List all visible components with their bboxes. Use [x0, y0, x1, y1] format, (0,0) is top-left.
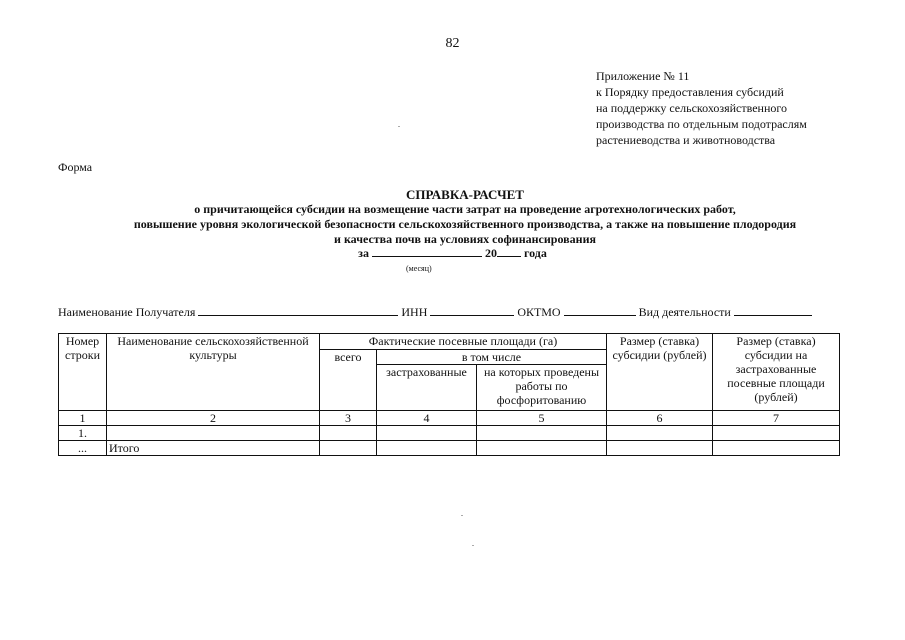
recipient-line — [58, 305, 812, 320]
title-line: о причитающейся субсидии на возмещение части затрат на проведение агротехнологических работ, — [194, 202, 736, 216]
year-prefix: 20 — [484, 246, 497, 260]
table-row — [59, 426, 840, 441]
row-number: ... — [59, 441, 107, 456]
column-number: 1 — [59, 411, 107, 426]
recipient-name-label: Наименование Получателя — [58, 305, 196, 319]
page-number: 82 — [445, 36, 460, 51]
calculation-table — [58, 333, 840, 456]
header-crop-name: Наименование сельскохозяйственной культуры — [107, 334, 320, 411]
row-cell[interactable] — [713, 426, 840, 441]
column-number: 7 — [713, 411, 840, 426]
header-total: всего — [320, 350, 377, 411]
activity-label: Вид деятельности — [638, 305, 731, 319]
year-field[interactable] — [497, 246, 521, 257]
title-line: и качества почв на условиях софинансирования — [334, 232, 596, 246]
row-cell[interactable] — [377, 441, 477, 456]
scan-speck — [398, 126, 400, 127]
period-suffix: года — [523, 246, 547, 260]
title-main: СПРАВКА-РАСЧЕТ — [406, 187, 524, 202]
inn-label: ИНН — [401, 305, 428, 319]
column-number: 3 — [320, 411, 377, 426]
row-cell[interactable] — [607, 441, 713, 456]
document-title — [40, 187, 890, 247]
header-row-number: Номер строки — [59, 334, 107, 411]
row-cell[interactable] — [477, 426, 607, 441]
activity-field[interactable] — [734, 305, 812, 316]
header-phosphorite: на которых проведены работы по фосфоритованию — [477, 365, 607, 411]
column-number: 5 — [477, 411, 607, 426]
header-including: в том числе — [377, 350, 607, 365]
scan-speck — [472, 545, 474, 546]
month-field[interactable] — [372, 246, 482, 257]
row-cell[interactable] — [607, 426, 713, 441]
oktmo-label: ОКТМО — [517, 305, 561, 319]
row-crop-name[interactable] — [107, 426, 320, 441]
recipient-name-field[interactable] — [198, 305, 398, 316]
row-cell[interactable] — [477, 441, 607, 456]
table-row-total — [59, 441, 840, 456]
period-line — [0, 246, 905, 261]
appendix-line: Приложение № 11 — [596, 69, 690, 83]
column-number-row — [59, 411, 840, 426]
period-prefix: за — [358, 246, 369, 260]
header-subsidy-rate: Размер (ставка) субсидии (рублей) — [607, 334, 713, 411]
column-number: 2 — [107, 411, 320, 426]
header-actual-area: Фактические посевные площади (га) — [320, 334, 607, 350]
appendix-line: на поддержку сельскохозяйственного — [596, 101, 788, 115]
appendix-line: к Порядку предоставления субсидий — [596, 85, 784, 99]
row-number: 1. — [59, 426, 107, 441]
appendix-line: растениеводства и животноводства — [596, 133, 776, 147]
row-cell[interactable] — [377, 426, 477, 441]
oktmo-field[interactable] — [564, 305, 636, 316]
column-number: 4 — [377, 411, 477, 426]
row-cell[interactable] — [713, 441, 840, 456]
appendix-line: производства по отдельным подотраслям — [596, 117, 807, 131]
scan-speck — [461, 515, 463, 516]
form-label: Форма — [58, 160, 93, 174]
column-number: 6 — [607, 411, 713, 426]
inn-field[interactable] — [430, 305, 514, 316]
row-cell[interactable] — [320, 426, 377, 441]
title-line: повышение уровня экологической безопасности сельскохозяйственного производства, а также на повышение плодородия — [133, 217, 797, 231]
row-total-label: Итого — [107, 441, 320, 456]
header-insured: застрахованные — [377, 365, 477, 411]
appendix-reference — [596, 68, 807, 148]
header-subsidy-insured: Размер (ставка) субсидии на застрахованные посевные площади (рублей) — [713, 334, 840, 411]
month-hint: (месяц) — [406, 264, 432, 273]
row-cell[interactable] — [320, 441, 377, 456]
